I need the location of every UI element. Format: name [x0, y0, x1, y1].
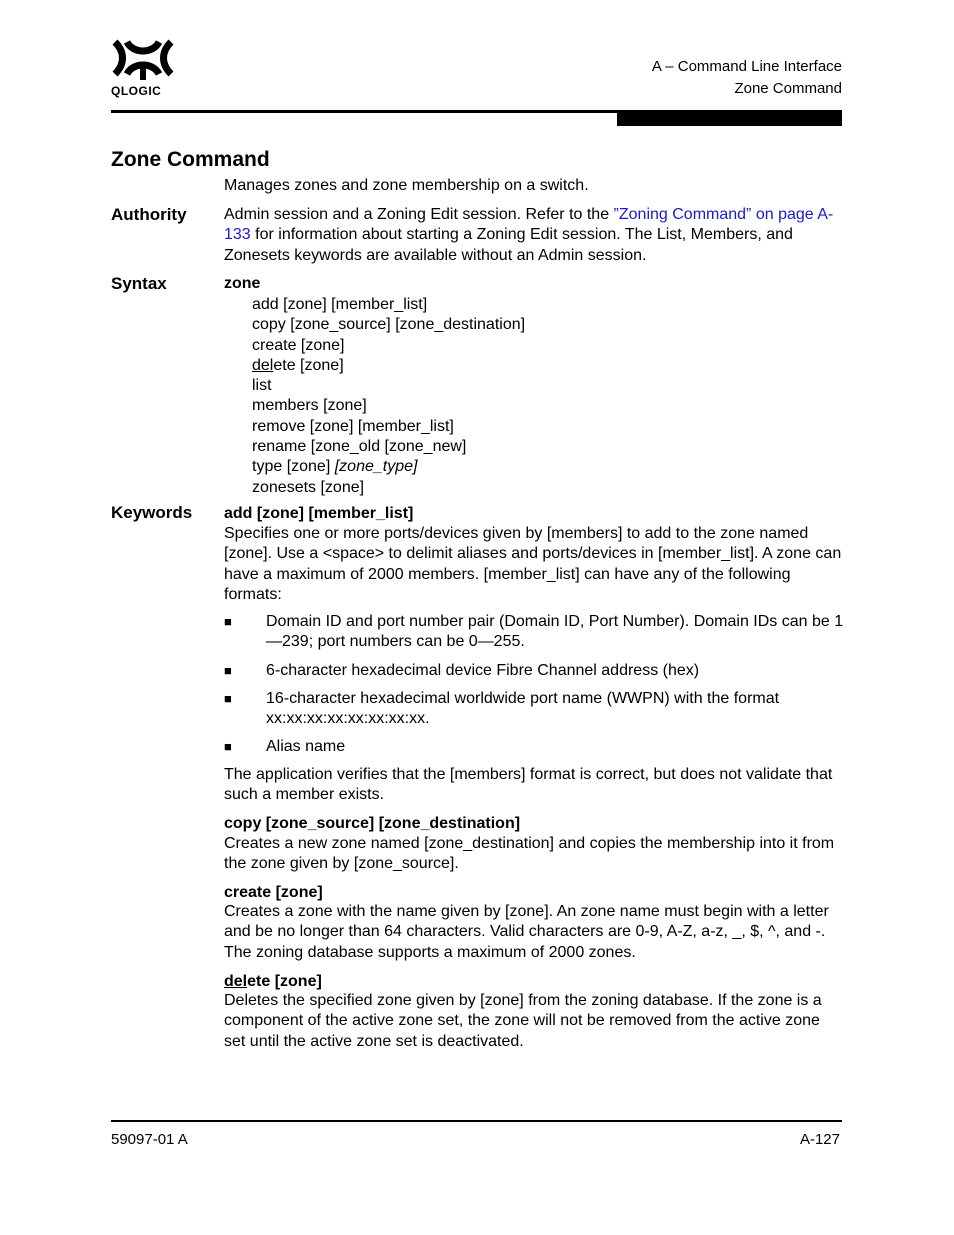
bullet-item: Alias name	[266, 738, 346, 755]
header-bar	[617, 112, 842, 126]
syntax-line-list: list	[252, 377, 272, 395]
syntax-command: zone	[224, 275, 261, 292]
keyword-delete-text: Deletes the specified zone given by [zone] from the zoning database. If the zone is a component of the active zone set, the zone will not be removed from the active zone set until the active zone set is deactivated.	[224, 992, 822, 1050]
syntax-type-text: type [zone]	[252, 458, 335, 476]
syntax-label: Syntax	[111, 274, 167, 293]
zoning-command-link[interactable]: ”Zoning Command” on page A-133	[224, 206, 834, 244]
bullet-icon: ■	[224, 739, 232, 754]
keywords-label: Keywords	[111, 503, 193, 522]
keyword-add-heading: add [zone] [member_list]	[224, 505, 414, 522]
syntax-line-add: add [zone] [member_list]	[252, 296, 428, 313]
keyword-copy-heading: copy [zone_source] [zone_destination]	[224, 815, 521, 832]
bullet-item: Domain ID and port number pair (Domain ID, Port Number). Domain IDs can be 1—239; port numbers can be 0—255.	[266, 613, 844, 651]
page-title: Zone Command	[111, 148, 270, 171]
bullet-icon: ■	[224, 614, 232, 629]
keyword-add-note: The application verifies that the [members] format is correct, but does not validate that such a member exists.	[224, 766, 833, 804]
footer-rule	[111, 1120, 842, 1122]
keyword-copy-text: Creates a new zone named [zone_destination] and copies the membership into it from the zone given by [zone_source].	[224, 835, 835, 873]
keyword-create-text: Creates a zone with the name given by [zone]. An zone name must begin with a letter and be no longer than 64 characters. Valid characters are 0-9, A-Z, a-z, _, $, ^, and -. The zoning database supports a maximum of 2000 zones.	[224, 903, 829, 961]
keyword-create-heading: create [zone]	[224, 884, 323, 901]
syntax-line-rename: rename [zone_old [zone_new]	[252, 438, 467, 456]
keyword-add-text: Specifies one or more ports/devices given by [members] to add to the zone named [zone]. Use a <space> to delimit aliases and ports/devices in [member_list]. A zone can have a maximum of 2000 members. [member_list] can have any of the following formats:	[224, 525, 842, 604]
authority-text-end: for information about starting a Zoning Edit session. The List, Members, and Zonesets keywords are available without an Admin session.	[224, 226, 793, 264]
bullet-item: 6-character hexadecimal device Fibre Channel address (hex)	[266, 662, 700, 679]
syntax-line-create: create [zone]	[252, 336, 345, 354]
bullet-icon: ■	[224, 663, 232, 678]
authority-label: Authority	[111, 205, 187, 224]
keyword-delete-abbrev: del	[224, 973, 248, 990]
header-section: Zone Command	[734, 80, 842, 97]
keyword-delete-rest: ete [zone]	[247, 973, 322, 990]
syntax-type-param: [zone_type]	[334, 458, 418, 476]
syntax-line-members: members [zone]	[252, 397, 367, 415]
syntax-delete-rest: ete [zone]	[273, 356, 344, 374]
syntax-line-zonesets: zonesets [zone]	[252, 478, 365, 496]
footer-page-number: A-127	[799, 1131, 840, 1148]
intro-text: Manages zones and zone membership on a switch.	[224, 177, 589, 194]
authority-text	[224, 205, 844, 266]
bullet-icon: ■	[224, 691, 232, 706]
logo-wordmark: QLOGIC	[111, 84, 162, 98]
syntax-delete-abbrev: del	[252, 356, 274, 374]
syntax-line-remove: remove [zone] [member_list]	[252, 417, 454, 435]
authority-text-start: Admin session and a Zoning Edit session. Refer to the	[224, 206, 614, 223]
header-chapter: A – Command Line Interface	[651, 58, 842, 75]
syntax-list	[252, 295, 525, 498]
footer-doc-number: 59097-01 A	[111, 1131, 188, 1148]
syntax-line-copy: copy [zone_source] [zone_destination]	[252, 316, 526, 334]
keyword-delete-heading	[224, 972, 844, 992]
syntax-line-type	[252, 457, 525, 477]
syntax-line-delete	[252, 356, 525, 376]
bullet-item: 16-character hexadecimal worldwide port name (WWPN) with the format xx:xx:xx:xx:xx:xx:xx:xx.	[266, 690, 780, 728]
